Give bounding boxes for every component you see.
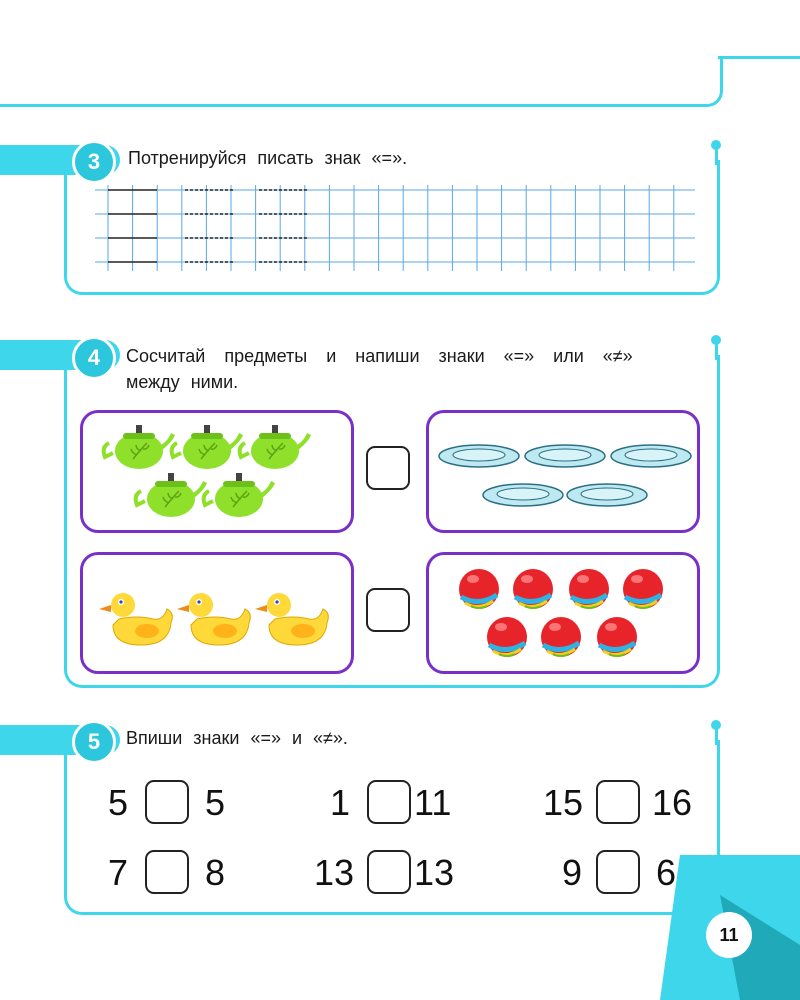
task-5-number-badge: 5 — [72, 720, 116, 764]
plates-group — [429, 413, 697, 530]
task-3-number-badge: 3 — [72, 140, 116, 184]
cmp-4-answer[interactable] — [145, 850, 189, 894]
cmp-3-left: 15 — [543, 782, 584, 823]
plate-icon — [439, 445, 519, 467]
cmp-3-right: 16 — [652, 782, 693, 823]
ball-icon — [487, 617, 527, 657]
task-4-instruction-line2: между ними. — [126, 372, 239, 392]
task-4-instruction-line1: Сосчитай предметы и напиши знаки «=» или «≠» — [126, 346, 633, 366]
cmp-2-answer[interactable] — [367, 780, 411, 824]
plates-box — [426, 410, 700, 533]
teapot-icon — [204, 473, 275, 517]
balls-box — [426, 552, 700, 674]
header-rule-extension — [718, 56, 800, 59]
cmp-2-left: 1 — [330, 782, 351, 823]
ball-icon — [513, 569, 553, 609]
duck-icon — [255, 593, 328, 645]
ball-icon — [541, 617, 581, 657]
cmp-3-answer[interactable] — [596, 780, 640, 824]
plate-icon — [483, 484, 563, 506]
plate-icon — [611, 445, 691, 467]
cmp-4-left: 7 — [108, 852, 129, 893]
cmp-1-right: 5 — [205, 782, 226, 823]
cmp-1-left: 5 — [108, 782, 129, 823]
ducks-group — [83, 555, 351, 671]
ducks-box — [80, 552, 354, 674]
task-4-frame-right-cap — [715, 340, 718, 360]
header-rule — [0, 56, 723, 107]
writing-grid — [95, 185, 695, 271]
ball-icon — [459, 569, 499, 609]
task-3-instruction: Потренируйся писать знак «=». — [128, 148, 408, 168]
cmp-6-right: 6 — [656, 852, 677, 893]
cmp-5-left: 13 — [314, 852, 355, 893]
answer-box-ducks-balls[interactable] — [366, 588, 410, 632]
ball-icon — [569, 569, 609, 609]
cmp-6-left: 9 — [562, 852, 583, 893]
duck-icon — [99, 593, 172, 645]
task-3-frame-right-cap — [715, 145, 718, 165]
task-4-number-badge: 4 — [72, 336, 116, 380]
teapot-icon — [172, 425, 243, 469]
page-number: 11 — [706, 912, 752, 958]
plate-icon — [567, 484, 647, 506]
plate-icon — [525, 445, 605, 467]
task-5-instruction: Впиши знаки «=» и «≠». — [126, 728, 348, 748]
teapot-icon — [104, 425, 175, 469]
balls-group — [429, 555, 697, 671]
teapots-group — [83, 413, 351, 530]
cmp-6-answer[interactable] — [596, 850, 640, 894]
task-5-frame-right-cap — [715, 725, 718, 745]
cmp-5-answer[interactable] — [367, 850, 411, 894]
duck-icon — [177, 593, 250, 645]
cmp-5-right: 13 — [414, 852, 455, 893]
ball-icon — [623, 569, 663, 609]
cmp-1-answer[interactable] — [145, 780, 189, 824]
answer-box-teapots-plates[interactable] — [366, 446, 410, 490]
teapot-icon — [240, 425, 311, 469]
cmp-2-right: 11 — [414, 782, 452, 823]
cmp-4-right: 8 — [205, 852, 226, 893]
task-4-instruction — [126, 343, 696, 395]
teapots-box — [80, 410, 354, 533]
teapot-icon — [136, 473, 207, 517]
ball-icon — [597, 617, 637, 657]
